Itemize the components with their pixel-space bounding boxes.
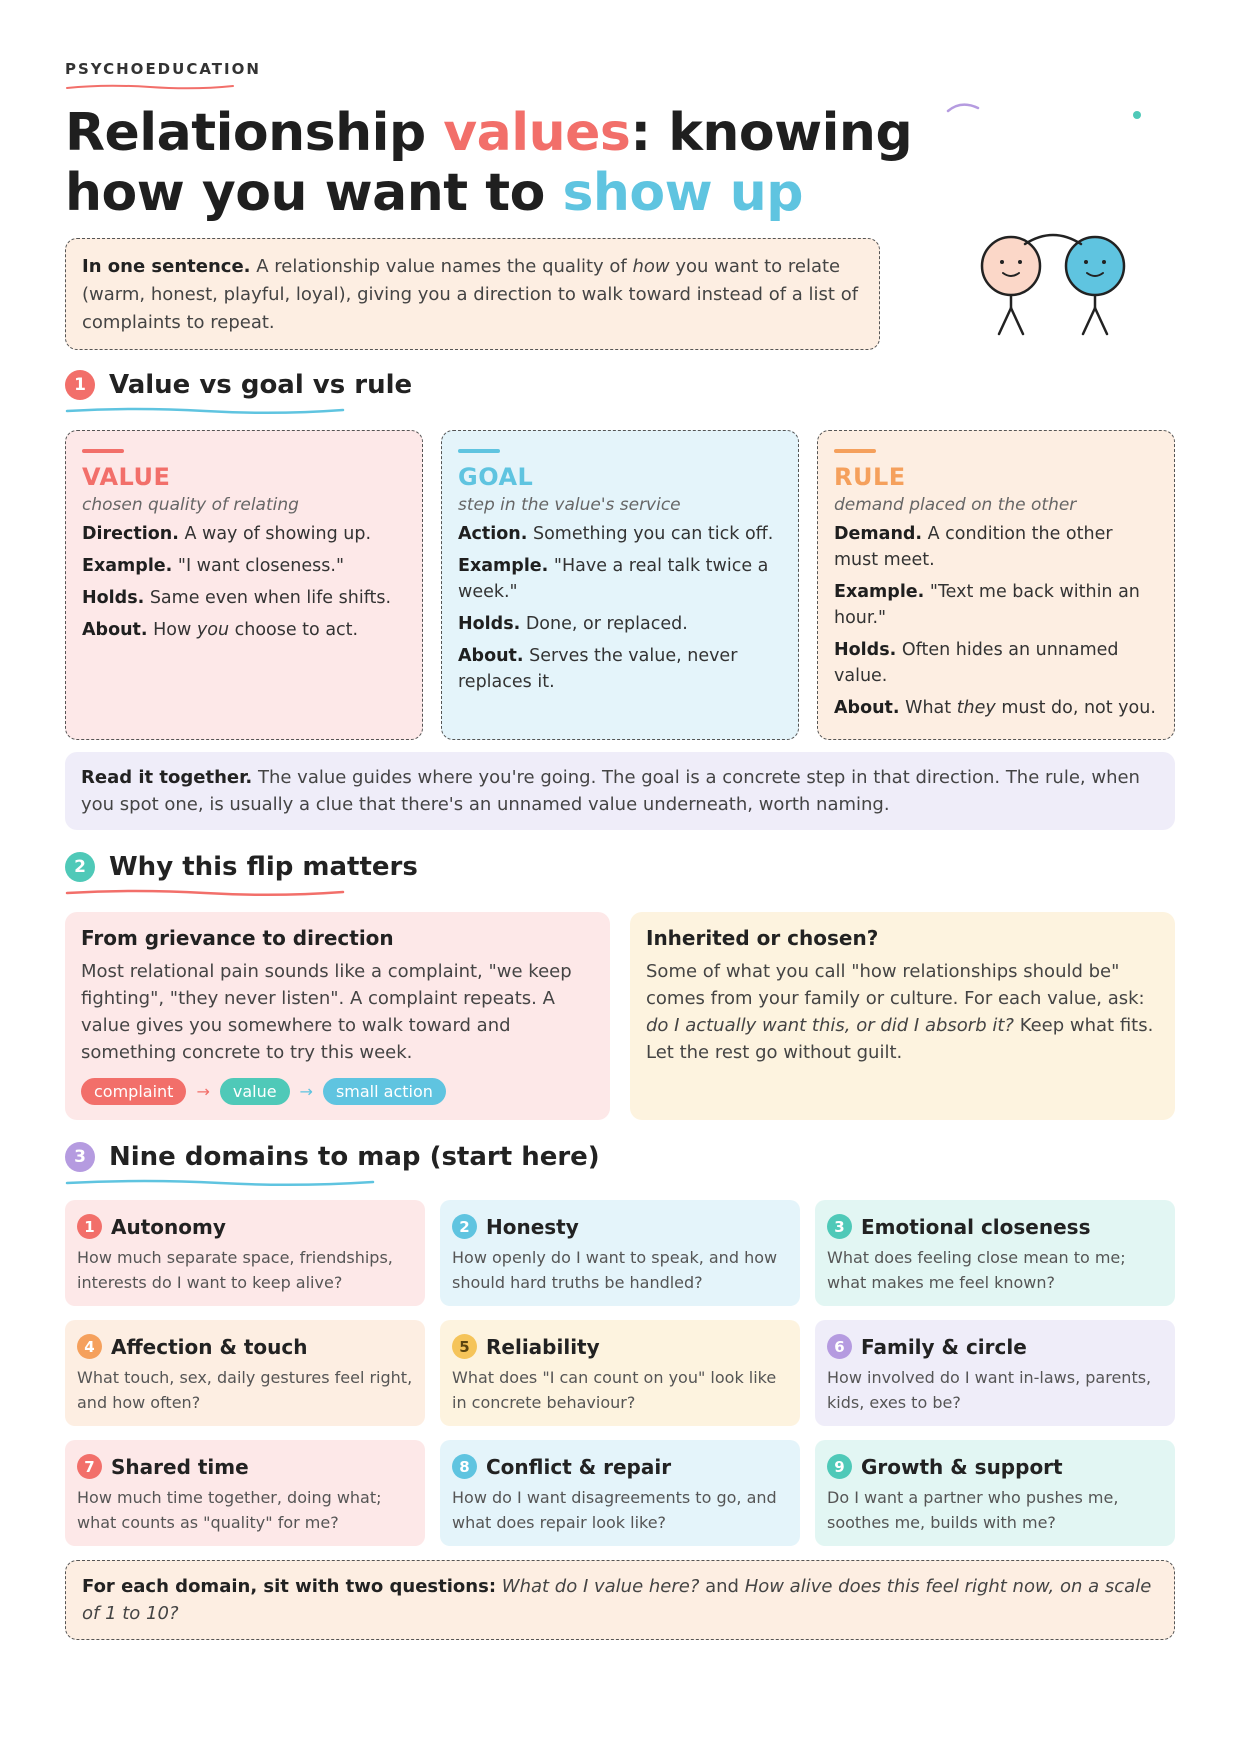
decorative-arc xyxy=(945,100,981,114)
card-row: Holds. Done, or replaced. xyxy=(458,614,688,634)
section-2-underline xyxy=(65,888,345,898)
card-subtitle: demand placed on the other xyxy=(834,495,1077,515)
linked-arms xyxy=(1025,235,1081,244)
card-title: VALUE xyxy=(82,463,171,491)
section-2-heading xyxy=(65,852,418,882)
domain-question: Do I want a partner who pushes me, soothes me, builds with me? xyxy=(827,1488,1119,1532)
section-1-heading xyxy=(65,370,412,400)
card-accent-bar xyxy=(82,449,124,453)
eyebrow-underline xyxy=(65,83,235,91)
card-title: From grievance to direction xyxy=(81,926,394,950)
card-subtitle: chosen quality of relating xyxy=(82,495,299,515)
domain-title: Affection & touch xyxy=(111,1334,308,1359)
inherited-or-chosen-card xyxy=(630,912,1175,1120)
card-subtitle: step in the value's service xyxy=(458,495,681,515)
section-title: Nine domains to map (start here) xyxy=(109,1142,600,1172)
card-row: About. Serves the value, never replaces it. xyxy=(458,646,738,692)
figure-right-icon xyxy=(1066,237,1124,334)
arrow-right-icon: → xyxy=(196,1082,210,1101)
card-accent-bar xyxy=(458,449,500,453)
card-row: About. What they must do, not you. xyxy=(834,698,1156,718)
chip-value: value xyxy=(220,1078,290,1105)
domain-question: How openly do I want to speak, and how should hard truths be handled? xyxy=(452,1248,778,1292)
card-row: Direction. A way of showing up. xyxy=(82,524,372,544)
chip-complaint: complaint xyxy=(81,1078,186,1105)
section-1-underline xyxy=(65,406,345,416)
domain-card-affection xyxy=(65,1320,425,1426)
rule-card xyxy=(817,430,1175,740)
domain-question: How do I want disagreements to go, and what does repair look like? xyxy=(452,1488,777,1532)
domain-number-badge: 1 xyxy=(77,1214,102,1239)
section-number-badge: 2 xyxy=(65,852,95,882)
card-title: GOAL xyxy=(458,463,534,491)
domain-title: Emotional closeness xyxy=(861,1214,1091,1239)
section-number-badge: 3 xyxy=(65,1142,95,1172)
domain-question: How involved do I want in-laws, parents, kids, exes to be? xyxy=(827,1368,1152,1412)
card-row: Demand. A condition the other must meet. xyxy=(834,524,1113,570)
read-together-note: Read it together. The value guides where you're going. The goal is a concrete step in that direction. The rule, when you spot one, is usually a clue that there's an unnamed value underneath, worth naming. xyxy=(65,752,1175,830)
eyebrow-label: PSYCHOEDUCATION xyxy=(65,60,261,78)
grievance-to-direction-card xyxy=(65,912,610,1120)
card-title: Inherited or chosen? xyxy=(646,926,879,950)
card-body: Some of what you call "how relationships should be" comes from your family or culture. For each value, ask: do I actually want this, or did I absorb it? Keep what fits. Let the rest go without guilt. xyxy=(646,961,1154,1063)
domain-number-badge: 6 xyxy=(827,1334,852,1359)
goal-card xyxy=(441,430,799,740)
domain-number-badge: 8 xyxy=(452,1454,477,1479)
couple-illustration xyxy=(975,230,1135,340)
summary-box: In one sentence. A relationship value names the quality of how you want to relate (warm, honest, playful, loyal), giving you a direction to walk toward instead of a list of complaints to repeat. xyxy=(65,238,880,350)
decorative-dot xyxy=(1132,110,1142,120)
domain-card-reliability xyxy=(440,1320,800,1426)
page-title: Relationship values: knowing how you want to show up xyxy=(65,103,913,223)
section-3-underline xyxy=(65,1178,375,1188)
domain-number-badge: 9 xyxy=(827,1454,852,1479)
card-row: Action. Something you can tick off. xyxy=(458,524,774,544)
domain-question: How much separate space, friendships, interests do I want to keep alive? xyxy=(77,1248,393,1292)
domain-number-badge: 4 xyxy=(77,1334,102,1359)
domain-card-family xyxy=(815,1320,1175,1426)
section-number-badge: 1 xyxy=(65,370,95,400)
domain-title: Family & circle xyxy=(861,1334,1027,1359)
card-body: Most relational pain sounds like a complaint, "we keep fighting", "they never listen". A complaint repeats. A value gives you somewhere to walk toward and something concrete to try this week. xyxy=(81,961,572,1063)
domain-title: Reliability xyxy=(486,1334,600,1359)
card-row: About. How you choose to act. xyxy=(82,620,359,640)
domain-question: What touch, sex, daily gestures feel right, and how often? xyxy=(77,1368,413,1412)
section-3-heading xyxy=(65,1142,600,1172)
domain-card-shared-time xyxy=(65,1440,425,1546)
domain-question: What does "I can count on you" look like in concrete behaviour? xyxy=(452,1368,777,1412)
flow-chips xyxy=(81,1078,594,1105)
card-row: Example. "Have a real talk twice a week." xyxy=(458,556,769,602)
domain-question: What does feeling close mean to me; what makes me feel known? xyxy=(827,1248,1126,1292)
chip-small-action: small action xyxy=(323,1078,446,1105)
card-title: RULE xyxy=(834,463,906,491)
card-row: Holds. Often hides an unnamed value. xyxy=(834,640,1119,686)
card-row: Example. "Text me back within an hour." xyxy=(834,582,1140,628)
domain-card-honesty xyxy=(440,1200,800,1306)
domain-question: How much time together, doing what; what counts as "quality" for me? xyxy=(77,1488,382,1532)
domain-title: Autonomy xyxy=(111,1214,226,1239)
card-row: Holds. Same even when life shifts. xyxy=(82,588,392,608)
reflection-prompt-box: For each domain, sit with two questions: What do I value here? and How alive does this feel right now, on a scale of 1 to 10? xyxy=(65,1560,1175,1640)
section-title: Why this flip matters xyxy=(109,852,418,882)
domain-title: Conflict & repair xyxy=(486,1454,672,1479)
domain-card-autonomy xyxy=(65,1200,425,1306)
domain-card-conflict xyxy=(440,1440,800,1546)
domain-number-badge: 7 xyxy=(77,1454,102,1479)
domain-number-badge: 2 xyxy=(452,1214,477,1239)
card-row: Example. "I want closeness." xyxy=(82,556,345,576)
domain-card-growth xyxy=(815,1440,1175,1546)
section-title: Value vs goal vs rule xyxy=(109,370,413,400)
domain-number-badge: 3 xyxy=(827,1214,852,1239)
domain-title: Shared time xyxy=(111,1454,249,1479)
card-accent-bar xyxy=(834,449,876,453)
domain-title: Growth & support xyxy=(861,1454,1063,1479)
domain-title: Honesty xyxy=(486,1214,579,1239)
arrow-right-icon: → xyxy=(299,1082,313,1101)
domain-card-emotional-closeness xyxy=(815,1200,1175,1306)
domain-number-badge: 5 xyxy=(452,1334,477,1359)
value-card xyxy=(65,430,423,740)
figure-left-icon xyxy=(982,237,1040,334)
